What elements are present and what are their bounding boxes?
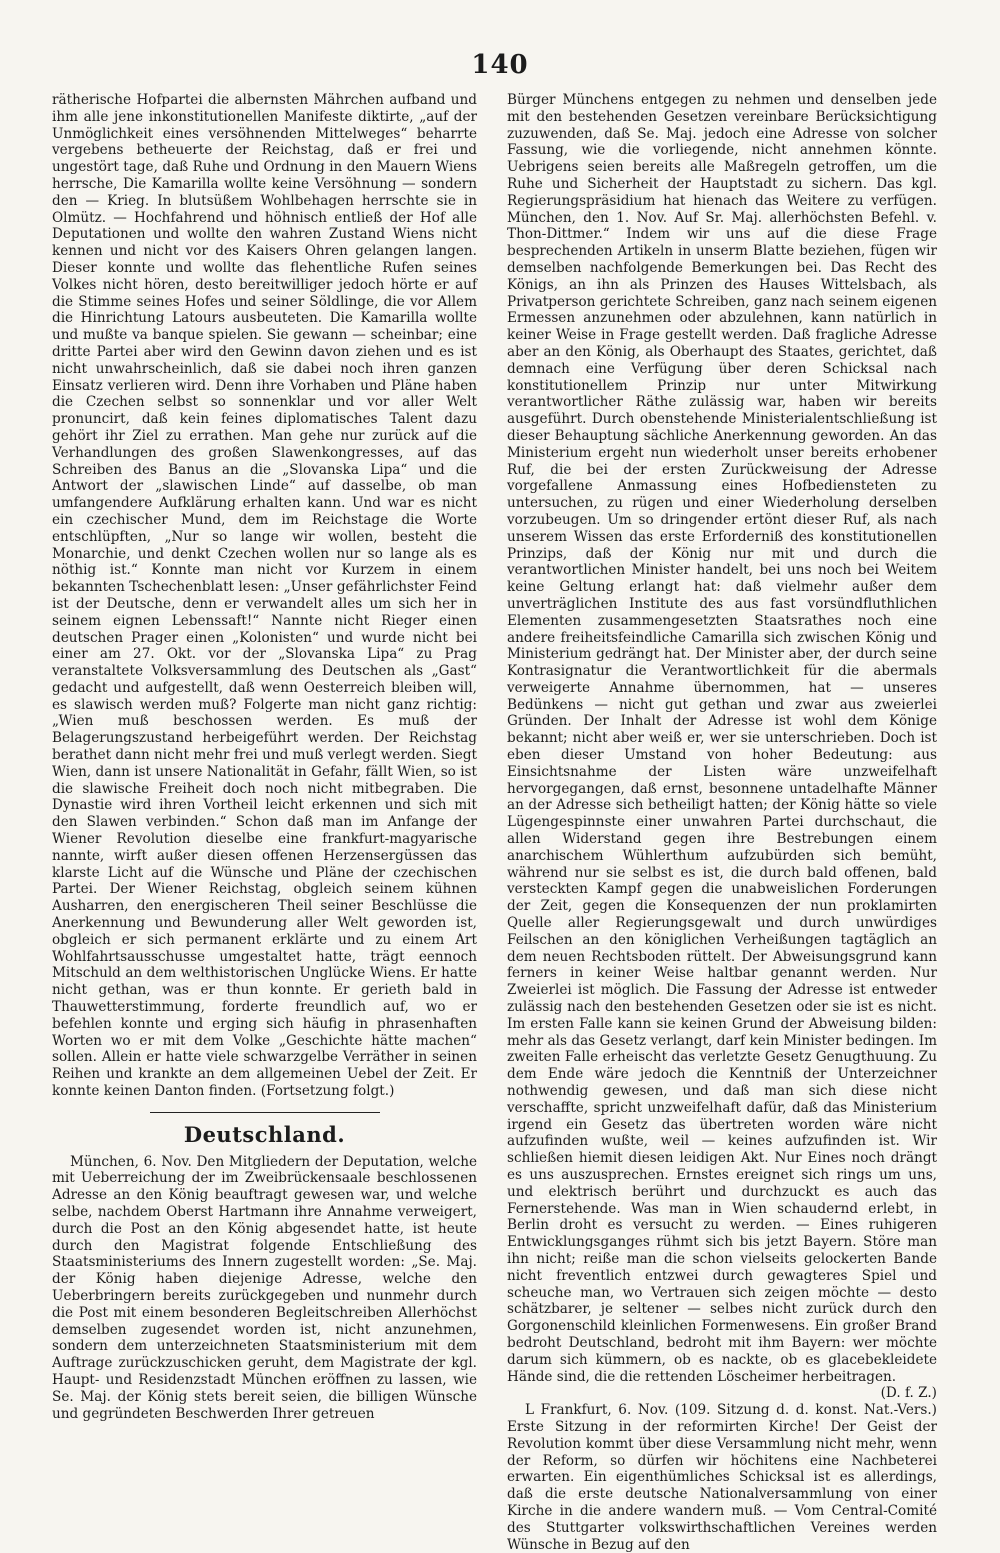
- page-number: 140: [471, 50, 529, 80]
- munich-report-continued: Bürger Münchens entgegen zu nehmen und denselben jede mit den bestehenden Gesetzen vereinbare Berücksichtigung zuzuwenden, daß Se. Maj. jedoch eine Adresse von solcher Fassung, wie die vorliegende, nicht annehmen könnte. Uebrigens seien bereits alle Maßregeln getroffen, um die Ruhe und Sicherheit der Hauptstadt zu sichern. Das kgl. Regierungspräsidium hat hienach das Weitere zu verfügen. München, den 1. Nov. Auf Sr. Maj. allerhöchsten Befehl. v. Thon-Dittmer.“ Indem wir uns auf die diese Frage besprechenden Artikeln in unserm Blatte beziehen, fügen wir demselben nachfolgende Bemerkungen bei. Das Recht des Königs, an ihn als Prinzen des Hauses Wittelsbach, als Privatperson gerichtete Schreiben, ganz nach seinem eigenen Ermessen anzunehmen oder abzulehnen, kann natürlich in keiner Weise in Frage gestellt werden. Daß fragliche Adresse aber an den König, als Oberhaupt des Staates, gerichtet, daß demnach eine Verfügung über deren Schicksal nach konstitutionellem Prinzip nur unter Mitwirkung verantwortlicher Räthe zulässig war, haben wir bereits ausgeführt. Durch obenstehende Ministerialentschließung ist dieser Behauptung sächliche Anerkennung geworden. An das Ministerium ergeht nun wiederholt unser bereits erhobener Ruf, die bei der ersten Zurückweisung der Adresse vorgefallene Anmassung eines Hofbediensteten zu untersuchen, zu rügen und einer Wiederholung derselben vorzubeugen. Um so dringender ertönt dieser Ruf, als nach unserem Wissen das erste Erforderniß des konstitutionellen Prinzips, daß der König nur mit und durch die verantwortlichen Minister handelt, bei uns noch bei Weitem keine Geltung erlangt hat: daß vielmehr außer dem unverträglichen Institute des aus fast vorsündfluthlichen Elementen zusammengesetzten Staatsrathes noch eine andere freiheitsfeindliche Camarilla sich zwischen König und Ministerium gedrängt hat. Der Minister aber, der durch seine Kontrasignatur die Verantwortlichkeit für die abermals verweigerte Annahme übernommen, hat — unseres Bedünkens — nicht gut gethan und zwar aus zweierlei Gründen. Der Inhalt der Adresse ist wohl dem Könige bekannt; nicht aber weiß er, wer sie unterschrieben. Doch ist eben dieser Umstand von hoher Bedeutung: aus Einsichtsnahme der Listen wäre unzweifelhaft hervorgegangen, daß ernst, besonnene untadelhafte Männer an der Adresse sich betheiligt hatten; der König hätte so viele Lügengespinnste einer unwahren Partei durchschaut, die allen Widerstand gegen ihre Bestrebungen einem anarchischem Wühlerthum aufzubürden sich bemüht, während nur sie selbst es ist, die durch bald offenen, bald versteckten Kampf gegen die unabweislichen Forderungen der Zeit, gegen die Konsequenzen der nun proklamirten Quelle aller Regierungsgewalt und durch unwürdiges Feilschen an den königlichen Verheißungen tagtäglich an dem neuen Rechtsboden rüttelt. Der Abweisungsgrund kann ferners in keiner Weise haltbar genannt werden. Nur Zweierlei ist möglich. Die Fassung der Adresse ist entweder zulässig nach den bestehenden Gesetzen oder sie ist es nicht. Im ersten Falle kann sie keinen Grund der Abweisung bilden: mehr als das Gesetz verlangt, darf kein Minister bedingen. Im zweiten Falle erheischt das verletzte Gesetz Genugthuung. Zu dem Ende wäre jedoch die Kenntniß der Unterzeichner nothwendig gewesen, und daß man sich diese nicht verschaffte, spricht unzweifelhaft dafür, daß das Ministerium irgend ein Gesetz das übertreten worden wäre nicht aufzufinden wußte, weil — keines aufzufinden ist. Wir schließen hiemit diesen leidigen Akt. Nur Eines noch drängt es uns auszusprechen. Ernstes ereignet sich rings um uns, und elektrisch berührt und durchzuckt es auch das Fernerstehende. Was man in Wien schaudernd erlebt, in Berlin droht es versucht zu werden. — Eines ruhigeren Entwicklungsganges rühmt sich bis jetzt Bayern. Störe man ihn nicht; reiße man die schon vielseits gelockerten Bande nicht freventlich entzwei durch gewagteres Spiel und scheuche man, wo Vertrauen sich zeigen möchte — desto schätzbarer, je seltener — selbes nicht zurück durch den Gorgonenschild kleinlichen Formenwesens. Ein großer Brand bedroht Deutschland, bedroht mit ihm Bayern: wer möchte darum sich kümmern, ob es nackte, ob es glacebekleidete Hände sind, die die rettenden Löscheimer herbeitragen.: [507, 92, 937, 1385]
- munich-report: München, 6. Nov. Den Mitgliedern der Deputation, welche mit Ueberreichung der im Zweibrückensaale beschlossenen Adresse an den König beauftragt gewesen war, und welche selbe, nachdem Oberst Hartmann ihre Annahme verweigert, durch die Post an den König abgesendet hatte, ist heute durch den Magistrat folgende Entschließung des Staatsministeriums des Innern zugestellt worden: „Se. Maj. der König haben diejenige Adresse, welche den Ueberbringern bereits zurückgegeben und nunmehr durch die Post mit einem besonderen Begleitschreiben Allerhöchst demselben zugesendet worden ist, nicht anzunehmen, sondern dem unterzeichneten Staatsministerium mit dem Auftrage zurückzuschicken geruht, dem Magistrate der kgl. Haupt- und Residenzstadt München eröffnen zu lassen, wie Se. Maj. der König stets bereit seien, die billigen Wünsche und gegründeten Beschwerden Ihrer getreuen: [52, 1153, 477, 1422]
- section-divider: [150, 1112, 380, 1113]
- source-signature: (D. f. Z.): [880, 1385, 937, 1402]
- left-column: [52, 92, 477, 1422]
- frankfurt-report: L Frankfurt, 6. Nov. (109. Sitzung d. d. konst. Nat.-Vers.) Erste Sitzung in der reformirten Kirche! Der Geist der Revolution kommt über diese Versammlung nicht mehr, wenn der Reform, so dürfen wir höchitens eine Nachbeterei erwarten. Ein eigenthümliches Schicksal ist es allerdings, daß die erste deutsche Nationalversammlung von einer Kirche in die andere wandern muß. — Vom Central-Comité des Stuttgarter volkswirthschaftlichen Vereines werden Wünsche in Bezug auf den: [507, 1402, 937, 1553]
- right-column: [507, 92, 937, 1553]
- article-continuation: rätherische Hofpartei die albernsten Mährchen aufband und ihm alle jene inkonstitutionellen Manifeste diktirte, „auf der Unmöglichkeit eines versöhnenden Mittelweges“ beharrte vergebens betheuerte der Reichstag, daß er frei und ungestört tage, daß Ruhe und Ordnung in den Mauern Wiens herrsche, Die Kamarilla wollte keine Versöhnung — sondern den — Krieg. In blutsüßem Wohlbehagen herrschte sie in Olmütz. — Hochfahrend und höhnisch entließ der Hof alle Deputationen und wollte den wahren Zustand Wiens nicht kennen und nicht vor des Kaisers Ohren gelangen langen. Dieser konnte und wollte das flehentliche Rufen seines Volkes nicht hören, desto bereitwilliger jedoch hörte er auf die Stimme seines Hofes und seiner Söldlinge, die vor Allem die Hinrichtung Latours ausbeuteten. Die Kamarilla wollte und mußte va banque spielen. Sie gewann — scheinbar; eine dritte Partei aber wird den Gewinn davon ziehen und es ist nicht unwahrscheinlich, daß sie dabei noch ihren ganzen Einsatz verlieren wird. Denn ihre Vorhaben und Pläne haben die Czechen selbst so sonnenklar und vor aller Welt pronuncirt, daß kein feines diplomatisches Talent dazu gehört ihr Ziel zu errathen. Man gehe nur zurück auf die Verhandlungen des großen Slawenkongresses, auf das Schreiben des Banus an die „Slovanska Lipa“ und die Antwort der „slawischen Linde“ auf dasselbe, ob man umfangendere Aufklärung erhalten kann. Und war es nicht ein czechischer Mund, dem im Reichstage die Worte entschlüpften, „Nur so lange wir wollen, besteht die Monarchie, und denkt Czechen wollen nur so lange als es nöthig ist.“ Konnte man nicht vor Kurzem in einem bekannten Tschechenblatt lesen: „Unser gefährlichster Feind ist der Deutsche, denn er verwandelt alles um sich her in seinem eignen Lebenssaft!“ Nannte nicht Rieger einen deutschen Prager einen „Kolonisten“ und wurde nicht bei einer am 27. Okt. vor der „Slovanska Lipa“ zu Prag veranstaltete Volksversammlung des Deutschen als „Gast“ gedacht und aufgestellt, daß wenn Oesterreich bleiben will, es slawisch werden muß? Folgerte man nicht ganz richtig: „Wien muß beschossen werden. Es muß der Belagerungszustand herbeigeführt werden. Der Reichstag berathet dann nicht mehr frei und muß verlegt werden. Siegt Wien, dann ist unsere Nationalität in Gefahr, fällt Wien, so ist die slawische Freiheit doch noch nicht mitbegraben. Die Dynastie wird ihren Vortheil leicht erkennen und sich mit den Slawen verbinden.“ Schon daß man im Anfange der Wiener Revolution dieselbe eine frankfurt-magyarische nannte, wirft außer diesen offenen Herzensergüssen das klarste Licht auf die Wünsche und Pläne der czechischen Partei. Der Wiener Reichstag, obgleich seinem kühnen Ausharren, den energischeren Theil seiner Beschlüsse die Anerkennung und Bewunderung aller Welt geworden ist, obgleich er sich permanent erklärte und zu einem Art Wohlfahrtsausschusse umgestaltet hatte, trägt eennoch Mitschuld an dem welthistorischen Unglücke Wiens. Er hatte nicht gethan, was er thun konnte. Er gerieth bald in Thauwetterstimmung, forderte freundlich auf, wo er befehlen konnte und erging sich häufig in phrasenhaften Worten wo er mit dem Volke „Geschichte hätte machen“ sollen. Allein er hatte viele schwarzgelbe Verräther in seinen Reihen und krankte an dem allgemeinen Uebel der Zeit. Er konnte keinen Danton finden. (Fortsetzung folgt.): [52, 92, 477, 1100]
- section-heading: Deutschland.: [183, 1121, 346, 1147]
